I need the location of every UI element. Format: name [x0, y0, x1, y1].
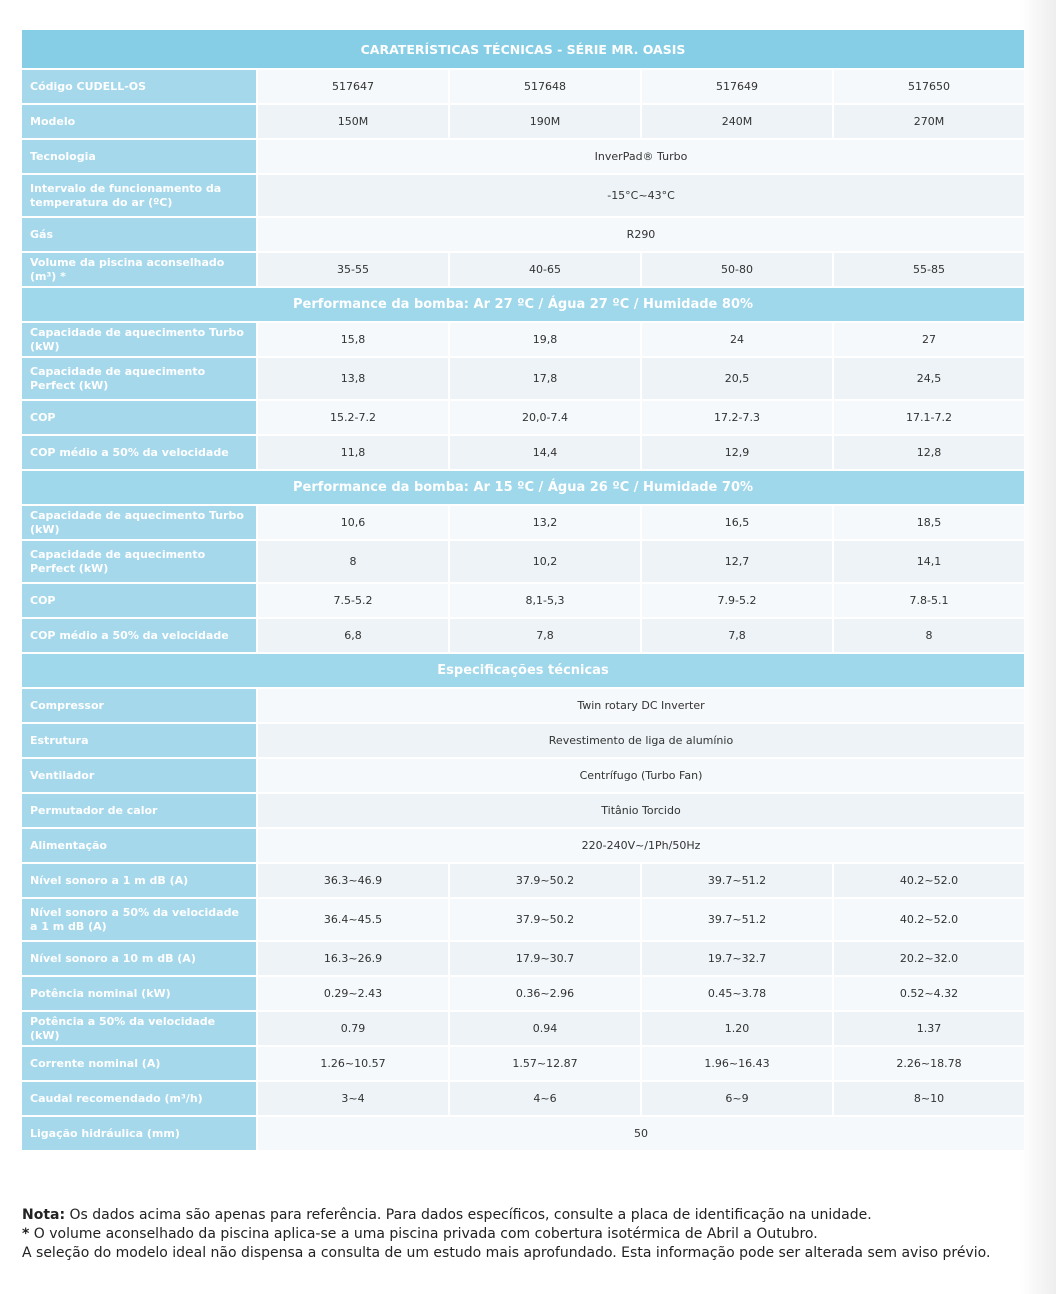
value-cell: 35-55 [258, 253, 450, 286]
note-reference [22, 1206, 1032, 1225]
table-row [22, 358, 1024, 401]
table-row [22, 977, 1024, 1012]
table-row [22, 942, 1024, 977]
value-cell: 17.9~30.7 [450, 942, 642, 975]
row-label: Capacidade de aquecimento Turbo (kW) [22, 506, 258, 539]
value-cell: 7.8-5.1 [834, 584, 1024, 617]
row-label: Volume da piscina aconselhado (m³) * [22, 253, 258, 286]
table-row [22, 541, 1024, 584]
value-cell: 39.7~51.2 [642, 864, 834, 897]
value-cell: 24 [642, 323, 834, 356]
value-cell: 150M [258, 105, 450, 138]
value-cell: 7,8 [450, 619, 642, 652]
value-cell: 36.4~45.5 [258, 899, 450, 940]
value-cell: 14,1 [834, 541, 1024, 582]
value-cell: 6~9 [642, 1082, 834, 1115]
value-cell: 40.2~52.0 [834, 864, 1024, 897]
row-label: Capacidade de aquecimento Turbo (kW) [22, 323, 258, 356]
spec-table [22, 30, 1024, 1152]
row-label: Ventilador [22, 759, 258, 792]
value-cell: 14,4 [450, 436, 642, 469]
note-asterisk: * [22, 1226, 30, 1242]
value-cell: 13,2 [450, 506, 642, 539]
value-cell: 190M [450, 105, 642, 138]
value-cell: 20,0-7.4 [450, 401, 642, 434]
value-cell: 7,8 [642, 619, 834, 652]
table-row [22, 401, 1024, 436]
row-label: Nível sonoro a 10 m dB (A) [22, 942, 258, 975]
table-row [22, 759, 1024, 794]
value-cell: 0.94 [450, 1012, 642, 1045]
merged-value-cell: Revestimento de liga de alumínio [258, 724, 1024, 757]
value-cell: 0.45~3.78 [642, 977, 834, 1010]
table-row [22, 1012, 1024, 1047]
row-label: Intervalo de funcionamento da temperatura do ar (ºC) [22, 175, 258, 216]
value-cell: 13,8 [258, 358, 450, 399]
table-row [22, 1082, 1024, 1117]
value-cell: 17.2-7.3 [642, 401, 834, 434]
value-cell: 1.57~12.87 [450, 1047, 642, 1080]
note-pool-volume [22, 1225, 1032, 1244]
value-cell: 15.2-7.2 [258, 401, 450, 434]
value-cell: 0.36~2.96 [450, 977, 642, 1010]
value-cell: 27 [834, 323, 1024, 356]
value-cell: 40-65 [450, 253, 642, 286]
row-label: Tecnologia [22, 140, 258, 173]
value-cell: 1.26~10.57 [258, 1047, 450, 1080]
note-reference-text: Os dados acima são apenas para referência. Para dados específicos, consulte a placa de identificação na unidade. [65, 1207, 872, 1223]
table-row [22, 689, 1024, 724]
value-cell: 8 [258, 541, 450, 582]
row-label: Capacidade de aquecimento Perfect (kW) [22, 541, 258, 582]
value-cell: 1.37 [834, 1012, 1024, 1045]
row-label: COP [22, 401, 258, 434]
row-label: COP médio a 50% da velocidade [22, 436, 258, 469]
value-cell: 1.20 [642, 1012, 834, 1045]
merged-value-cell: Twin rotary DC Inverter [258, 689, 1024, 722]
value-cell: 17.1-7.2 [834, 401, 1024, 434]
table-row [22, 70, 1024, 105]
table-row [22, 829, 1024, 864]
row-label: Código CUDELL-OS [22, 70, 258, 103]
table-row [22, 175, 1024, 218]
merged-value-cell: -15°C~43°C [258, 175, 1024, 216]
value-cell: 24,5 [834, 358, 1024, 399]
table-row [22, 584, 1024, 619]
page-edge-shadow [1020, 0, 1056, 1294]
note-disclaimer: A seleção do modelo ideal não dispensa a consulta de um estudo mais aprofundado. Esta informação pode ser alterada sem aviso prévio. [22, 1245, 991, 1261]
note-label: Nota: [22, 1207, 66, 1223]
value-cell: 17,8 [450, 358, 642, 399]
table-row [22, 506, 1024, 541]
table-row [22, 323, 1024, 358]
value-cell: 20.2~32.0 [834, 942, 1024, 975]
value-cell: 7.9-5.2 [642, 584, 834, 617]
value-cell: 0.79 [258, 1012, 450, 1045]
value-cell: 11,8 [258, 436, 450, 469]
row-label: Potência nominal (kW) [22, 977, 258, 1010]
row-label: Gás [22, 218, 258, 251]
table-row [22, 724, 1024, 759]
merged-value-cell: InverPad® Turbo [258, 140, 1024, 173]
table-row [22, 140, 1024, 175]
value-cell: 3~4 [258, 1082, 450, 1115]
value-cell: 39.7~51.2 [642, 899, 834, 940]
table-row [22, 1047, 1024, 1082]
table-row [22, 794, 1024, 829]
value-cell: 8 [834, 619, 1024, 652]
value-cell: 517650 [834, 70, 1024, 103]
row-label: COP médio a 50% da velocidade [22, 619, 258, 652]
value-cell: 517647 [258, 70, 450, 103]
table-row [22, 253, 1024, 288]
row-label: Corrente nominal (A) [22, 1047, 258, 1080]
value-cell: 16,5 [642, 506, 834, 539]
section-header: Performance da bomba: Ar 27 ºC / Água 27 ºC / Humidade 80% [22, 288, 1024, 323]
section-header: Performance da bomba: Ar 15 ºC / Água 26 ºC / Humidade 70% [22, 471, 1024, 506]
value-cell: 19.7~32.7 [642, 942, 834, 975]
row-label: Permutador de calor [22, 794, 258, 827]
value-cell: 18,5 [834, 506, 1024, 539]
section-header: Especificações técnicas [22, 654, 1024, 689]
row-label: Estrutura [22, 724, 258, 757]
merged-value-cell: R290 [258, 218, 1024, 251]
value-cell: 7.5-5.2 [258, 584, 450, 617]
value-cell: 517649 [642, 70, 834, 103]
merged-value-cell: Titânio Torcido [258, 794, 1024, 827]
value-cell: 40.2~52.0 [834, 899, 1024, 940]
value-cell: 8,1-5,3 [450, 584, 642, 617]
value-cell: 8~10 [834, 1082, 1024, 1115]
row-label: Potência a 50% da velocidade (kW) [22, 1012, 258, 1045]
value-cell: 16.3~26.9 [258, 942, 450, 975]
table-row [22, 105, 1024, 140]
value-cell: 12,9 [642, 436, 834, 469]
table-row [22, 864, 1024, 899]
value-cell: 4~6 [450, 1082, 642, 1115]
row-label: Caudal recomendado (m³/h) [22, 1082, 258, 1115]
row-label: Capacidade de aquecimento Perfect (kW) [22, 358, 258, 399]
value-cell: 2.26~18.78 [834, 1047, 1024, 1080]
table-row [22, 436, 1024, 471]
notes-block [22, 1206, 1032, 1263]
value-cell: 6,8 [258, 619, 450, 652]
value-cell: 0.52~4.32 [834, 977, 1024, 1010]
value-cell: 19,8 [450, 323, 642, 356]
merged-value-cell: Centrífugo (Turbo Fan) [258, 759, 1024, 792]
value-cell: 50-80 [642, 253, 834, 286]
value-cell: 1.96~16.43 [642, 1047, 834, 1080]
row-label: Modelo [22, 105, 258, 138]
row-label: Alimentação [22, 829, 258, 862]
row-label: Ligação hidráulica (mm) [22, 1117, 258, 1150]
merged-value-cell: 220-240V~/1Ph/50Hz [258, 829, 1024, 862]
value-cell: 0.29~2.43 [258, 977, 450, 1010]
value-cell: 240M [642, 105, 834, 138]
note-pool-volume-text: O volume aconselhado da piscina aplica-se a uma piscina privada com cobertura isotérmica de Abril a Outubro. [29, 1226, 818, 1242]
value-cell: 37.9~50.2 [450, 899, 642, 940]
value-cell: 12,8 [834, 436, 1024, 469]
value-cell: 12,7 [642, 541, 834, 582]
table-row [22, 1117, 1024, 1152]
row-label: COP [22, 584, 258, 617]
row-label: Nível sonoro a 1 m dB (A) [22, 864, 258, 897]
row-label: Nível sonoro a 50% da velocidade a 1 m dB (A) [22, 899, 258, 940]
value-cell: 36.3~46.9 [258, 864, 450, 897]
value-cell: 10,6 [258, 506, 450, 539]
value-cell: 37.9~50.2 [450, 864, 642, 897]
table-row [22, 899, 1024, 942]
row-label: Compressor [22, 689, 258, 722]
table-title: CARATERÍSTICAS TÉCNICAS - SÉRIE MR. OASIS [22, 30, 1024, 70]
table-body [22, 70, 1024, 1152]
table-row [22, 218, 1024, 253]
table-row [22, 619, 1024, 654]
value-cell: 15,8 [258, 323, 450, 356]
value-cell: 10,2 [450, 541, 642, 582]
value-cell: 20,5 [642, 358, 834, 399]
value-cell: 270M [834, 105, 1024, 138]
value-cell: 517648 [450, 70, 642, 103]
merged-value-cell: 50 [258, 1117, 1024, 1150]
value-cell: 55-85 [834, 253, 1024, 286]
